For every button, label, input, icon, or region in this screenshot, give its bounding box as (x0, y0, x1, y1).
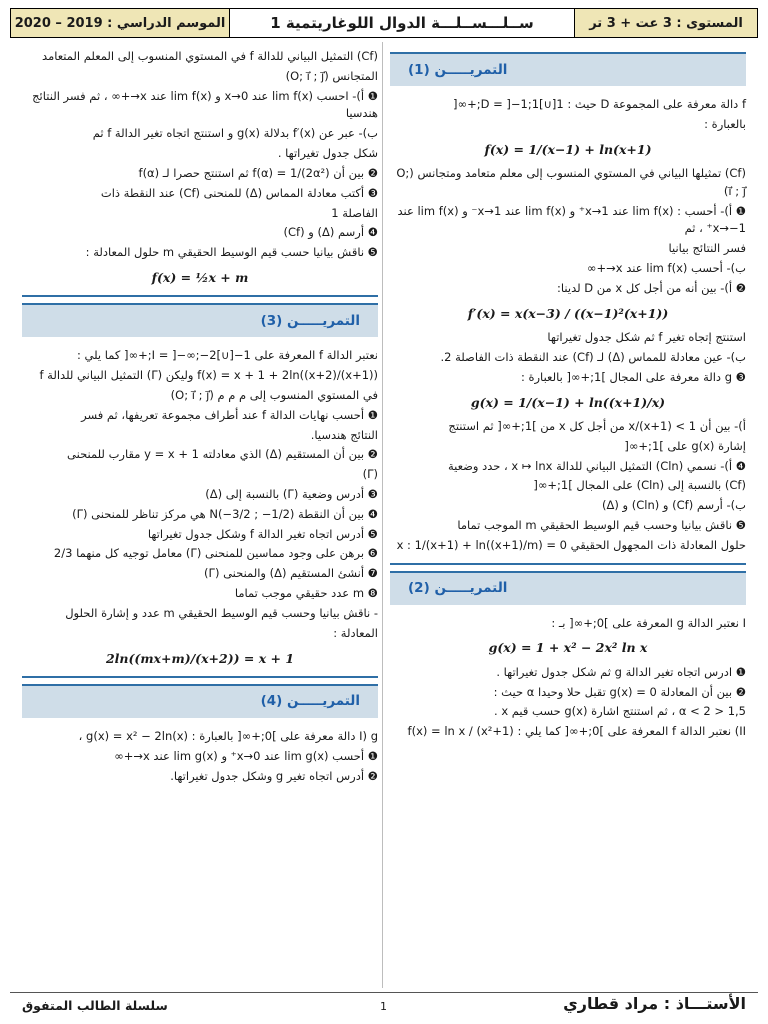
ex1-formula: f(x) = 1/(x−1) + ln(x+1) (484, 141, 652, 157)
column-divider (382, 42, 383, 988)
ex3-line: نعتبر الدالة f المعرفة على I = ]−∞;−2[∪]−1;+∞[ كما يلي : (77, 348, 378, 363)
exercise-3-header (22, 303, 378, 337)
school-year: الموسم الدراسي : 2019 – 2020 (14, 15, 226, 31)
footer-series-name: سلسلة الطالب المتفوق (22, 998, 168, 1013)
ex3-line: (Γ) (362, 467, 378, 482)
school-year-cell (11, 9, 229, 37)
ex1-line: ❸ g دالة معرفة على المجال ]1;+∞[ بالعبارة : (520, 369, 746, 384)
ex3-line: ❽ m عدد حقيقي موجب تماما (234, 586, 378, 601)
ex4-line: I) g دالة معرفة على ]0;+∞[ بالعبارة : g(x) = x² − 2ln(x) ، (78, 728, 378, 743)
ex1-line: إشارة g(x) على ]1;+∞[ (624, 438, 746, 453)
section-separator (390, 563, 746, 565)
footer-teacher-name: الأستـــاذ : مراد قطاري (563, 994, 746, 1013)
ex1-line: ❶ أ)- أحسب : lim f(x) عند x→1⁺ و lim f(x) عند x→1⁻ و lim f(x) عند x→−1⁺ ، ثم (397, 203, 746, 236)
ex1-line: ب)- عين معادلة للمماس (Δ) لـ (Cf) عند النقطة ذات الفاصلة 2. (440, 349, 746, 364)
ex1-line: ❹ أ)- نسمي (Cln) التمثيل البياني للدالة x ↦ lnx ، حدد وضعية (447, 458, 746, 473)
intro-line: ❷ بين أن f(α) = 1/(2α²) ثم استنتج حصرا لـ f(α) (138, 165, 378, 180)
intro-line: المتجانس (O; i⃗ ; j⃗) (285, 68, 378, 83)
header-bar (10, 8, 758, 38)
intro-line: ❹ أرسم (Δ) و (Cf) (283, 225, 378, 240)
ex2-line: I نعتبر الدالة g المعرفة على ]0;+∞[ بـ : (551, 615, 746, 630)
series-title: ســلـــســلـــة الدوال اللوغاريتمية 1 (270, 14, 534, 32)
ex1-line: f دالة معرفة على المجموعة D حيث : D = ]−1;1[∪]1;+∞[ (453, 97, 746, 111)
intro-line: الفاصلة 1 (331, 205, 378, 220)
ex1-line: (Cf) تمثيلها البياني في المستوي المنسوب إلى معلم متعامد ومتجانس (O; i⃗ ; j⃗) (396, 166, 746, 198)
ex3-formula: 2ln((mx+m)/(x+2)) = x + 1 (105, 650, 295, 666)
ex4-line: ❷ أدرس اتجاه تغير g وشكل جدول تغيراتها. (170, 768, 378, 783)
ex3-line: النتائج هندسيا. (310, 427, 378, 442)
right-column (390, 46, 746, 743)
ex2-line: 1,5 < α < 2 ، ثم استنتج اشارة g(x) حسب قيم x . (494, 704, 746, 719)
ex1-line: استنتج إتجاه تغير f ثم شكل جدول تغيراتها (547, 330, 746, 345)
intro-line: (Cf) التمثيل البياني للدالة f في المستوي المنسوب إلى المعلم المتعامد (42, 49, 378, 63)
ex2-formula: g(x) = 1 + x² − 2x² ln x (488, 640, 648, 656)
ex3-line: ❺ أدرس اتجاه تغير الدالة f وشكل جدول تغيراتها (147, 526, 378, 541)
intro-line: ❺ ناقش بيانيا حسب قيم الوسيط الحقيقي m حلول المعادلة : (85, 245, 378, 260)
ex3-line: المعادلة : (333, 625, 378, 640)
ex2-line: ❶ ادرس اتجاه تغير الدالة g ثم شكل جدول تغيراتها . (496, 664, 746, 679)
intro-line: ب)- عبر عن f′(x) بدلالة g(x) و استنتج اتجاه تغير الدالة f ثم (92, 126, 378, 141)
ex3-line: ❼ أنشئ المستقيم (Δ) والمنحنى (Γ) (204, 566, 378, 581)
level-cell (574, 9, 757, 37)
left-column (22, 46, 378, 787)
footer-rule (10, 992, 758, 993)
ex1-line: ب)- أرسم (Cf) و (Cln) و (Δ) (602, 498, 746, 513)
ex1-line: حلول المعادلة ذات المجهول الحقيقي x : 1/(x+1) + ln((x+1)/m) = 0 (396, 537, 746, 552)
ex3-line: ❸ أدرس وضعية (Γ) بالنسبة إلى (Δ) (205, 487, 378, 501)
ex2-line: II) نعتبر الدالة f المعرفة على ]0;+∞[ كما يلي : f(x) = ln x / (x²+1) (407, 724, 746, 739)
exercise-4-title: التمريـــــن (4) (260, 693, 360, 710)
ex3-line: في المستوي المنسوب إلى م م م (O; i⃗ ; j⃗) (170, 387, 378, 402)
exercise-3-title: التمريـــــن (3) (260, 312, 360, 329)
exercise-2-header (390, 571, 746, 605)
series-title-cell (229, 9, 574, 37)
ex1-line: ❺ ناقش بيانيا وحسب قيم الوسيط الحقيقي m الموجب تماما (457, 517, 746, 532)
page-number: 1 (380, 1000, 387, 1013)
ex1-formula: g(x) = 1/(x−1) + ln((x+1)/x) (470, 394, 666, 410)
ex4-line: ❶ أحسب lim g(x) عند x→0⁺ و lim g(x) عند x→+∞ (114, 748, 378, 763)
ex3-line: ❷ بين أن المستقيم (Δ) الذي معادلته y = x + 1 مقارب للمنحنى (67, 447, 378, 462)
ex2-line: ❷ بين أن المعادلة g(x) = 0 تقبل حلا وحيدا α حيث : (493, 684, 746, 699)
ex1-line: بالعبارة : (704, 116, 746, 131)
exercise-4-header (22, 684, 378, 718)
ex1-line: فسر النتائج بيانيا (668, 241, 746, 256)
intro-line: ❶ أ)- احسب lim f(x) عند x→0 و lim f(x) عند x→+∞ ، ثم فسر النتائج هندسيا (32, 88, 378, 121)
ex3-line: ❻ برهن على وجود مماسين للمنحنى (Γ) معامل توجيه كل منهما 2/3 (53, 546, 378, 561)
intro-line: شكل جدول تغيراتها . (277, 146, 378, 161)
ex3-line: ❶ أحسب نهايات الدالة f عند أطراف مجموعة تعريفها، ثم فسر (81, 407, 378, 422)
ex3-line: f(x) = x + 1 + 2ln((x+2)/(x+1)) وليكن (Γ) التمثيل البياني للدالة f (39, 368, 378, 383)
ex1-line: (Cf) بالنسبة إلى (Cln) على المجال ]1;+∞[ (533, 478, 746, 493)
section-separator (22, 676, 378, 678)
ex3-line: ❹ بين أن النقطة N(−3/2 ; −1/2) هي مركز تناظر للمنحنى (Γ) (72, 506, 378, 521)
ex1-formula: f′(x) = x(x−3) / ((x−1)²(x+1)) (467, 305, 669, 321)
ex3-line: - ناقش بيانيا وحسب قيم الوسيط الحقيقي m عدد و إشارة الحلول (65, 605, 378, 620)
exercise-1-title: التمريـــــن (1) (408, 61, 508, 78)
ex1-line: أ)- بين أن 1 > (x+1)/x من أجل كل x من ]1;+∞[ ثم استنتج (448, 418, 746, 433)
intro-formula: f(x) = ½x + m (151, 269, 249, 285)
exercise-1-header (390, 52, 746, 86)
exercise-2-title: التمريـــــن (2) (408, 580, 508, 597)
ex1-line: ب)- أحسب lim f(x) عند x→+∞ (586, 261, 746, 276)
ex1-line: ❷ أ)- بين أنه من أجل كل x من D لدينا: (557, 280, 746, 295)
section-separator (22, 295, 378, 297)
level: المستوى : 3 عت + 3 تر (589, 15, 743, 31)
intro-line: ❸ أكتب معادلة المماس (Δ) للمنحنى (Cf) عند النقطة ذات (100, 185, 378, 200)
